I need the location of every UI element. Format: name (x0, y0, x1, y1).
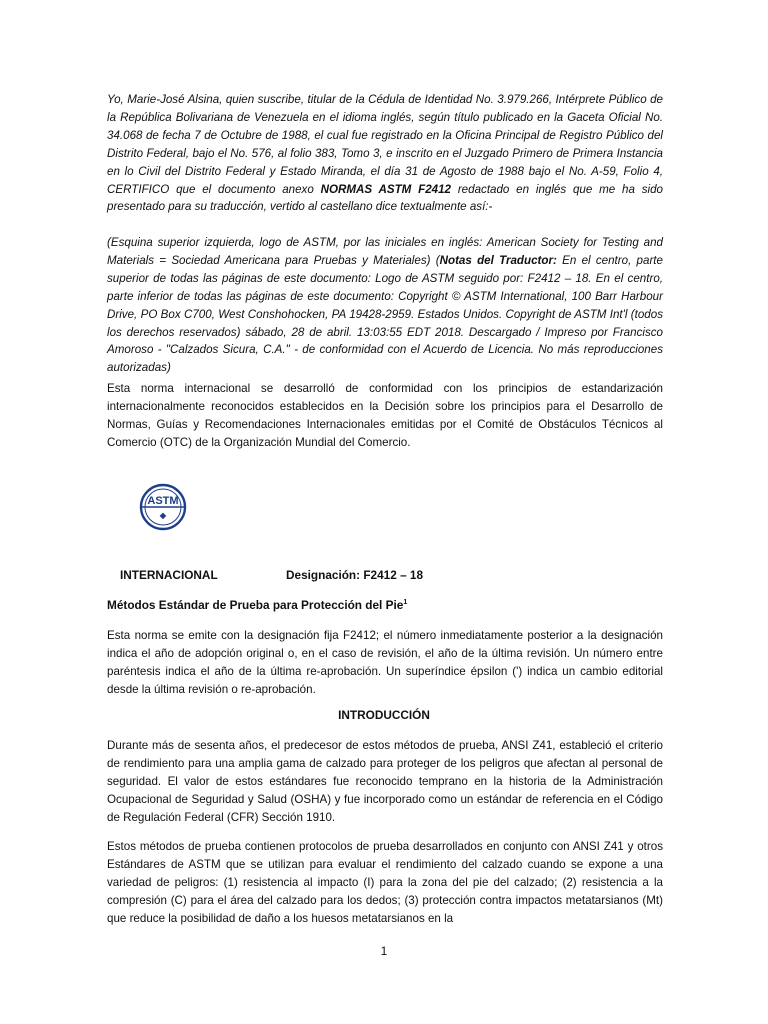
introduction-heading: INTRODUCCIÓN (338, 708, 430, 722)
translator-certification (107, 91, 663, 216)
translator-notes-start: (Esquina superior izquierda, logo de ASTM, por las iniciales en inglés: American Society for Testing and Materials = Sociedad Americana para Pruebas y Materiales) ( (107, 236, 663, 267)
document-title (107, 598, 407, 612)
translator-notes (107, 234, 663, 377)
title-text: Métodos Estándar de Prueba para Protección del Pie (107, 598, 404, 612)
logo-text: ASTM (147, 495, 179, 507)
international-label: INTERNACIONAL (120, 568, 218, 582)
certification-text-end: redactado en inglés que me ha sido presentado para su traducción, vertido al castellano dice textualmente así:- (107, 182, 663, 214)
introduction-paragraph-1: Durante más de sesenta años, el predecesor de estos métodos de prueba, ANSI Z41, estableció el criterio de rendimiento para una amplia gama de calzado para proteger de los peligros que afectan al personal de seguridad. El valor de estos estándares fue reconocido temprano en la historia de la Administración Ocupacional de Seguridad y Salud (OSHA) y fue incorporado como un estándar de referencia en el Código de Regulación Federal (CFR) Sección 1910. (107, 739, 663, 824)
astm-logo-icon (134, 482, 192, 532)
designation-note: Esta norma se emite con la designación fija F2412; el número inmediatamente posterior a la designación indica el año de adopción original o, en el caso de revisión, el año de la última revisión. Un número entre paréntesis indica el año de la última re-aprobación. Un superíndice épsilon (') indica un cambio editorial desde la última revisión o re-aprobación. (107, 629, 663, 696)
designation-label: Designación: F2412 – 18 (286, 568, 424, 582)
page-number: 1 (380, 944, 388, 958)
international-statement: Esta norma internacional se desarrolló de conformidad con los principios de estandarización internacionalmente reconocidos establecidos en la Decisión sobre los principios para el Desarrollo de Normas, Guías y Recomendaciones Internacionales emitidas por el Comité de Obstáculos Técnicos al Comercio (OTC) de la Organización Mundial del Comercio. (107, 382, 663, 449)
certification-text-start: Yo, Marie-José Alsina, quien suscribe, titular de la Cédula de Identidad No. 3.979.266, Intérprete Público de la República Bolivariana de Venezuela en el idioma inglés, según título publicado en la Gaceta Oficial No. 34.068 de fecha 7 de Octubre de 1988, el cual fue registrado en la Oficina Principal de Registro Público del Distrito Federal, bajo el No. 576, al folio 383, Tomo 3, e inscrito en el Juzgado Primero de Primera Instancia en lo Civil del Distrito Federal y Estado Miranda, el día 31 de Agosto de 1988 bajo el No. A-59, Folio 4, CERTIFICO que el documento anexo (107, 93, 663, 196)
title-footnote-marker: 1 (403, 599, 408, 607)
translator-notes-label: Notas del Traductor: (439, 253, 557, 267)
translator-notes-end: En el centro, parte superior de todas las páginas de este documento: Logo de ASTM seguido por: F2412 – 18. En el centro, parte inferior de todas las páginas de este documento: Copyright © ASTM International, 100 Barr Harbour Drive, PO Box C700, West Conshohocken, PA 19428-2959. Estados Unidos. Copyright de ASTM Int'l (todos los derechos reservados) sábado, 28 de abril. 13:03:55 EDT 2018. Descargado / Impreso por Francisco Amoroso - "Calzados Sicura, C.A." - de conformidad con el Acuerdo de Licencia. No más reproducciones autorizadas) (107, 253, 663, 375)
document-name: NORMAS ASTM F2412 (320, 182, 452, 196)
svg-text:◆: ◆ (159, 511, 167, 520)
introduction-paragraph-2: Estos métodos de prueba contienen protocolos de prueba desarrollados en conjunto con ANSI Z41 y otros Estándares de ASTM que se utilizan para evaluar el rendimiento del calzado cuando se expone a una variedad de peligros: (1) resistencia al impacto (I) para la zona del pie del calzado; (2) resistencia a la compresión (C) para el área del calzado para los dedos; (3) protección contra impactos metatarsianos (Mt) que reduce la posibilidad de daño a los huesos metatarsianos en la (107, 840, 663, 925)
